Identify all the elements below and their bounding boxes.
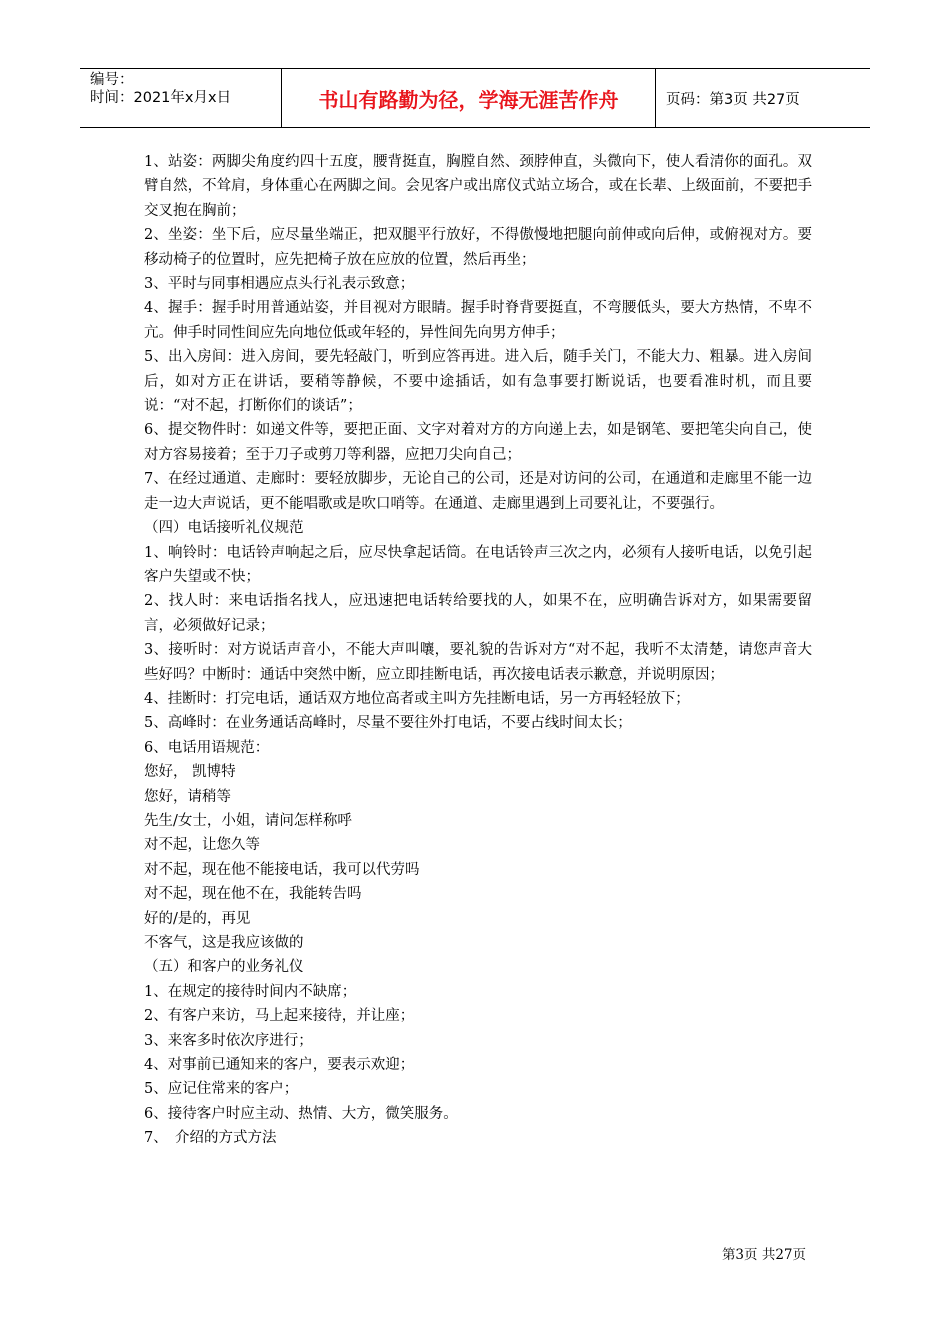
paragraph: 7、 介绍的方式方法 bbox=[144, 1130, 277, 1147]
paragraph: 1、响铃时：电话铃声响起之后，应尽快拿起话筒。在电话铃声三次之内，必须有人接听电话，以免引起客户失望或不快； bbox=[144, 544, 812, 585]
phrase-line: 对不起，现在他不在，我能转告吗 bbox=[144, 886, 362, 903]
paragraph: 4、握手：握手时用普通站姿，并目视对方眼睛。握手时脊背要挺直，不弯腰低头，要大方热情，不卑不亢。伸手时同性间应先向地位低或年轻的，异性间先向男方伸手； bbox=[144, 300, 812, 341]
section-heading: （五）和客户的业务礼仪 bbox=[144, 959, 304, 976]
phrase-line: 好的/是的，再见 bbox=[144, 910, 251, 927]
paragraph: 4、对事前已通知来的客户，要表示欢迎； bbox=[144, 1057, 415, 1074]
paragraph: 6、接待客户时应主动、热情、大方，微笑服务。 bbox=[144, 1105, 458, 1122]
header-time-label: 时间：2021年x月x日 bbox=[90, 90, 232, 106]
paragraph: 2、坐姿：坐下后，应尽量坐端正，把双腿平行放好，不得傲慢地把腿向前伸或向后伸，或俯视对方。要移动椅子的位置时，应先把椅子放在应放的位置，然后再坐； bbox=[144, 227, 812, 268]
paragraph: 1、站姿：两脚尖角度约四十五度，腰背挺直，胸膛自然、颈脖伸直，头微向下，使人看清你的面孔。双臂自然，不耸肩，身体重心在两脚之间。会见客户或出席仪式站立场合，或在长辈、上级面前，不要把手交叉抱在胸前； bbox=[144, 154, 812, 219]
phrase-line: 您好， 凯博特 bbox=[144, 764, 236, 781]
phrase-line: 对不起，让您久等 bbox=[144, 837, 260, 854]
phrase-line: 先生/女士，小姐，请问怎样称呼 bbox=[144, 812, 352, 829]
paragraph: 5、应记住常来的客户； bbox=[144, 1081, 299, 1098]
paragraph: 5、高峰时：在业务通话高峰时，尽量不要往外打电话，不要占线时间太长； bbox=[144, 715, 632, 732]
section-heading: （四）电话接听礼仪规范 bbox=[144, 520, 304, 537]
document-body bbox=[144, 150, 812, 1151]
paragraph: 2、有客户来访，马上起来接待，并让座； bbox=[144, 1008, 415, 1025]
paragraph: 4、挂断时：打完电话，通话双方地位高者或主叫方先挂断电话，另一方再轻轻放下； bbox=[144, 690, 690, 707]
paragraph: 1、在规定的接待时间内不缺席； bbox=[144, 983, 357, 1000]
phrase-line: 您好，请稍等 bbox=[144, 788, 231, 805]
header-motto: 书山有路勤为径，学海无涯苦作舟 bbox=[282, 69, 656, 127]
paragraph: 5、出入房间：进入房间，要先轻敲门，听到应答再进。进入后，随手关门，不能大力、粗暴。进入房间后，如对方正在讲话，要稍等静候，不要中途插话，如有急事要打断说话，也要看准时机，而且要说：“对不起，打断你们的谈话”； bbox=[144, 349, 812, 415]
paragraph: 3、来客多时依次序进行； bbox=[144, 1032, 313, 1049]
paragraph: 3、平时与同事相遇应点头行礼表示致意； bbox=[144, 276, 415, 293]
header-page-label: 页码：第3页 共27页 bbox=[666, 91, 800, 108]
header-info-cell bbox=[80, 69, 282, 127]
page-footer: 第3页 共27页 bbox=[721, 1247, 806, 1263]
phrase-line: 对不起，现在他不能接电话，我可以代劳吗 bbox=[144, 861, 420, 878]
paragraph: 3、接听时：对方说话声音小，不能大声叫嚷，要礼貌的告诉对方“对不起，我听不太清楚，请您声音大些好吗？中断时：通话中突然中断，应立即挂断电话，再次接电话表示歉意，并说明原因； bbox=[144, 642, 812, 683]
header-number-label: 编号： bbox=[90, 72, 134, 88]
phrase-line: 不客气，这是我应该做的 bbox=[144, 935, 304, 951]
paragraph: 7、在经过通道、走廊时：要轻放脚步，无论自己的公司，还是对访问的公司，在通道和走廊里不能一边走一边大声说话，更不能唱歌或是吹口哨等。在通道、走廊里遇到上司要礼让，不要强行。 bbox=[144, 471, 812, 512]
paragraph: 2、找人时：来电话指名找人，应迅速把电话转给要找的人，如果不在，应明确告诉对方，如果需要留言，必须做好记录； bbox=[144, 593, 812, 634]
page-header bbox=[80, 68, 870, 128]
paragraph: 6、提交物件时：如递文件等，要把正面、文字对着对方的方向递上去，如是钢笔、要把笔尖向自己，使对方容易接着；至于刀子或剪刀等利器，应把刀尖向自己； bbox=[144, 422, 812, 463]
paragraph: 6、电话用语规范： bbox=[144, 739, 270, 756]
